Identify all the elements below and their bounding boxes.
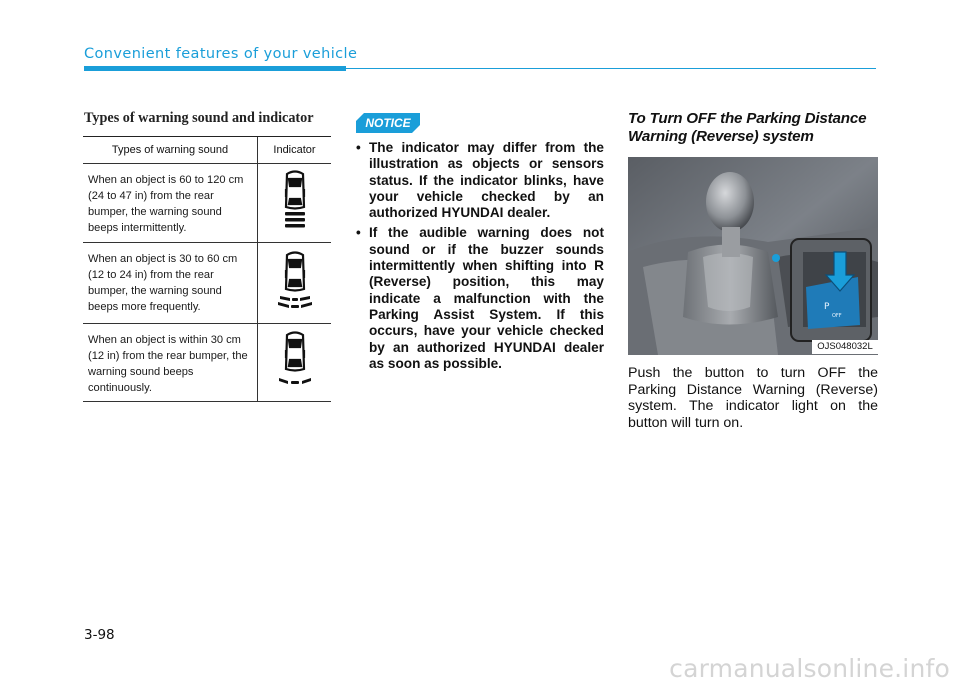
svg-text:P: P xyxy=(824,302,830,312)
header-accent-bar xyxy=(84,66,346,71)
notice-item-text: The indicator may differ from the illustration as objects or sensors status. If the indicator blinks, have your vehicle checked by an authorized HYUNDAI dealer. xyxy=(369,140,604,221)
table-row xyxy=(83,243,331,324)
turn-off-body: Push the button to turn OFF the Parking Distance Warning (Reverse) system. The indicator light on the button will turn on. xyxy=(628,365,878,431)
watermark: carmanualsonline.info xyxy=(669,654,950,683)
warning-sound-table xyxy=(83,136,331,402)
warning-types-heading: Types of warning sound and indicator xyxy=(84,110,314,126)
table-header-indicator: Indicator xyxy=(258,137,332,164)
table-header-sound-type: Types of warning sound xyxy=(83,137,258,164)
header-rule xyxy=(346,68,876,69)
notice-badge: NOTICE xyxy=(365,116,411,130)
car-sensor-mid-icon xyxy=(276,251,314,311)
notice-item-text: If the audible warning does not sound or if the buzzer sounds intermittently when shifting into R (Reverse) position, this may indicate a malfunction with the Parking Assist System. If this occurs, have your vehicle checked by an authorized HYUNDAI dealer as soon as possible. xyxy=(369,225,604,371)
table-row xyxy=(83,164,331,243)
page-number: 3-98 xyxy=(84,627,115,643)
turn-off-heading: To Turn OFF the Parking Distance Warning (Reverse) system xyxy=(628,110,867,145)
list-item: • The indicator may differ from the illustration as objects or sensors status. If the indicator blinks, have your vehicle checked by an authorized HYUNDAI dealer. xyxy=(356,140,604,221)
row-description: When an object is 60 to 120 cm (24 to 47 in) from the rear bumper, the warning sound beeps intermittently. xyxy=(88,174,244,234)
table-row xyxy=(83,324,331,402)
list-item: • If the audible warning does not sound or if the buzzer sounds intermittently when shifting into R (Reverse) position, this may indicate a malfunction with the Parking Assist System. If this occurs, have your vehicle checked by an authorized HYUNDAI dealer as soon as possible. xyxy=(356,225,604,371)
car-sensor-far-icon xyxy=(278,169,312,233)
section-title: Convenient features of your vehicle xyxy=(84,46,358,62)
svg-text:OFF: OFF xyxy=(832,313,842,319)
image-caption: OJS048032L xyxy=(812,340,878,354)
row-description: When an object is 30 to 60 cm (12 to 24 in) from the rear bumper, the warning sound beeps more frequently. xyxy=(88,253,238,313)
notice-list xyxy=(356,140,604,376)
row-description: When an object is within 30 cm (12 in) from the rear bumper, the warning sound beeps continuously. xyxy=(88,334,248,394)
car-sensor-near-icon xyxy=(276,331,314,389)
shift-lever-photo xyxy=(628,157,878,355)
